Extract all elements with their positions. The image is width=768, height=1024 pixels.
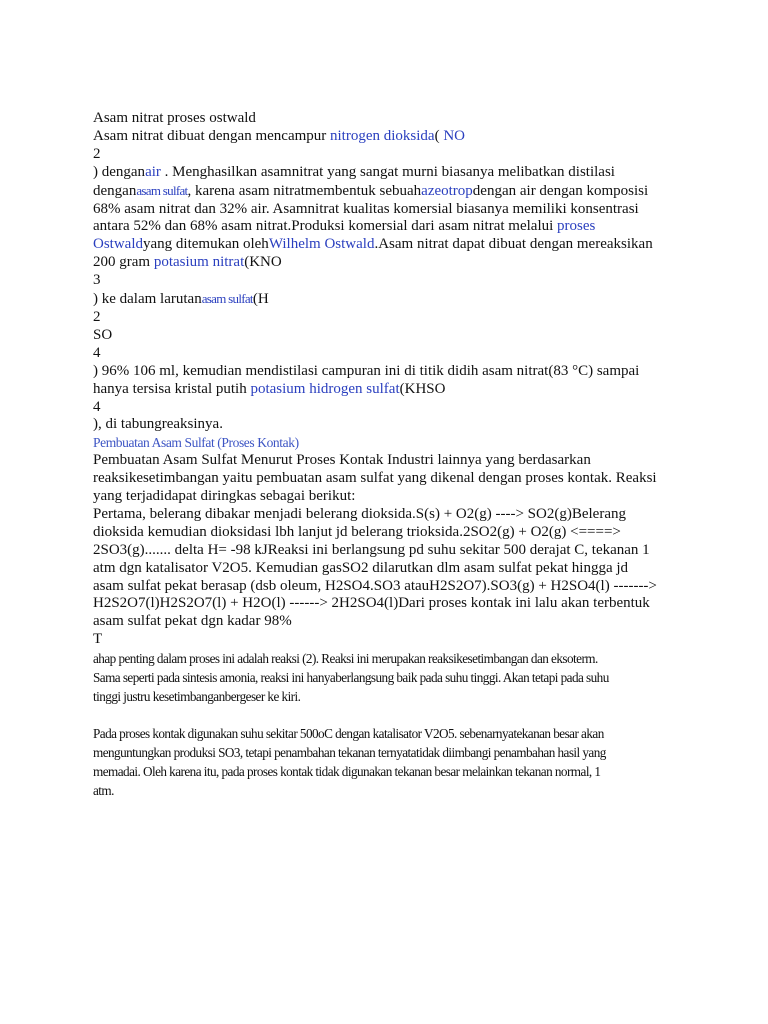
document-body — [93, 110, 693, 800]
text-line: Asam nitrat dibuat dengan mencampur nitrogen dioksida( NO — [93, 127, 466, 144]
text-line: 2 — [93, 308, 101, 325]
text-line: menguntungkan produksi SO3, tetapi penambahan tekanan ternyatatidak diimbangi penambahan hasil yang — [93, 745, 606, 761]
text-line: Sama seperti pada sintesis amonia, reaksi ini hanyaberlangsung baik pada suhu tinggi. Akan tetapi pada suhu — [93, 670, 609, 686]
text-line: asam sulfat pekat dgn kadar 98% — [93, 613, 292, 630]
link-ostwald[interactable]: Ostwald — [93, 236, 143, 253]
link-potasium-hidrogen-sulfat[interactable]: potasium hidrogen sulfat — [250, 380, 400, 397]
link-wilhelm-ostwald[interactable]: Wilhelm Ostwald — [268, 236, 375, 253]
text-line: Pembuatan Asam Sulfat Menurut Proses Kontak Industri lainnya yang berdasarkan — [93, 452, 591, 469]
text-line: 68% asam nitrat dan 32% air. Asamnitrat kualitas komersial biasanya memiliki konsentrasi — [93, 200, 639, 217]
paragraph-gap — [93, 706, 693, 724]
text-line: 3 — [93, 272, 101, 289]
text-line: Pertama, belerang dibakar menjadi belerang dioksida.S(s) + O2(g) ----> SO2(g)Belerang — [93, 505, 626, 522]
text-line: atm dgn katalisator V2O5. Kemudian gasSO2 dilarutkan dlm asam sulfat pekat hingga jd — [93, 559, 629, 576]
text-line: SO — [93, 326, 113, 343]
text-line: yang terjadidapat diringkas sebagai berikut: — [93, 488, 356, 505]
link-asam-sulfat-2[interactable]: asam sulfat — [201, 291, 253, 307]
text-line: Pada proses kontak digunakan suhu sekitar 500oC dengan katalisator V2O5. sebenarnyatekanan besar akan — [93, 726, 604, 742]
text-line: reaksikesetimbangan yaitu pembuatan asam sulfat yang dikenal dengan proses kontak. Reaksi — [93, 470, 657, 487]
text-line: 2SO3(g)....... delta H= -98 kJReaksi ini berlangsung pd suhu sekitar 500 derajat C, tekanan 1 — [93, 541, 650, 558]
link-asam-sulfat[interactable]: asam sulfat — [136, 182, 188, 198]
text-line: Ostwaldyang ditemukan olehWilhelm Ostwald.Asam nitrat dapat dibuat dengan mereaksikan — [93, 236, 653, 253]
link-proses-ostwald[interactable]: proses — [557, 218, 596, 235]
text-line: memadai. Oleh karena itu, pada proses kontak tidak digunakan tekanan besar melainkan tekanan normal, 1 — [93, 764, 601, 780]
section-heading-link[interactable]: Pembuatan Asam Sulfat (Proses Kontak) — [93, 435, 299, 451]
text-line: asam sulfat pekat berasap (dsb oleum, H2SO4.SO3 atauH2S2O7).SO3(g) + H2SO4(l) -------> — [93, 577, 657, 594]
text-line: 200 gram potasium nitrat(KNO — [93, 254, 282, 271]
text-line: tinggi justru kesetimbanganbergeser ke kiri. — [93, 689, 301, 705]
text-line: 2 — [93, 145, 101, 162]
link-no[interactable]: NO — [443, 127, 466, 144]
text-line: 4 — [93, 398, 101, 415]
text-line: ) ke dalam larutanasam sulfat(H — [93, 291, 269, 308]
text-line: ) 96% 106 ml, kemudian mendistilasi campuran ini di titik didih asam nitrat(83 °C) sampai — [93, 362, 640, 379]
text-line: ) denganair . Menghasilkan asamnitrat yang sangat murni biasanya melibatkan distilasi — [93, 163, 615, 180]
text-line: atm. — [93, 783, 114, 799]
text-line: hanya tersisa kristal putih potasium hidrogen sulfat(KHSO — [93, 380, 446, 397]
link-azeotrop[interactable]: azeotrop — [421, 182, 473, 199]
link-nitrogen-dioksida[interactable]: nitrogen dioksida — [330, 127, 435, 144]
link-air[interactable]: air — [145, 163, 161, 180]
text-line: denganasam sulfat, karena asam nitratmembentuk sebuahazeotropdengan air dengan komposisi — [93, 182, 649, 199]
text-line: ), di tabungreaksinya. — [93, 416, 223, 433]
text-line: 4 — [93, 344, 101, 361]
document-title: Asam nitrat proses ostwald — [93, 110, 256, 126]
text-line: antara 52% dan 68% asam nitrat.Produksi komersial dari asam nitrat melalui proses — [93, 218, 596, 235]
text-line: dioksida kemudian dioksidasi lbh lanjut jd belerang trioksida.2SO2(g) + O2(g) <====> — [93, 523, 621, 540]
link-potasium-nitrat[interactable]: potasium nitrat — [153, 254, 245, 271]
text-line: H2S2O7(l)H2S2O7(l) + H2O(l) ------> 2H2SO4(l)Dari proses kontak ini lalu akan terbentuk — [93, 595, 650, 612]
text-line: ahap penting dalam proses ini adalah reaksi (2). Reaksi ini merupakan reaksikesetimbangan dan eksoterm. — [93, 651, 598, 667]
text-line: T — [93, 631, 103, 648]
